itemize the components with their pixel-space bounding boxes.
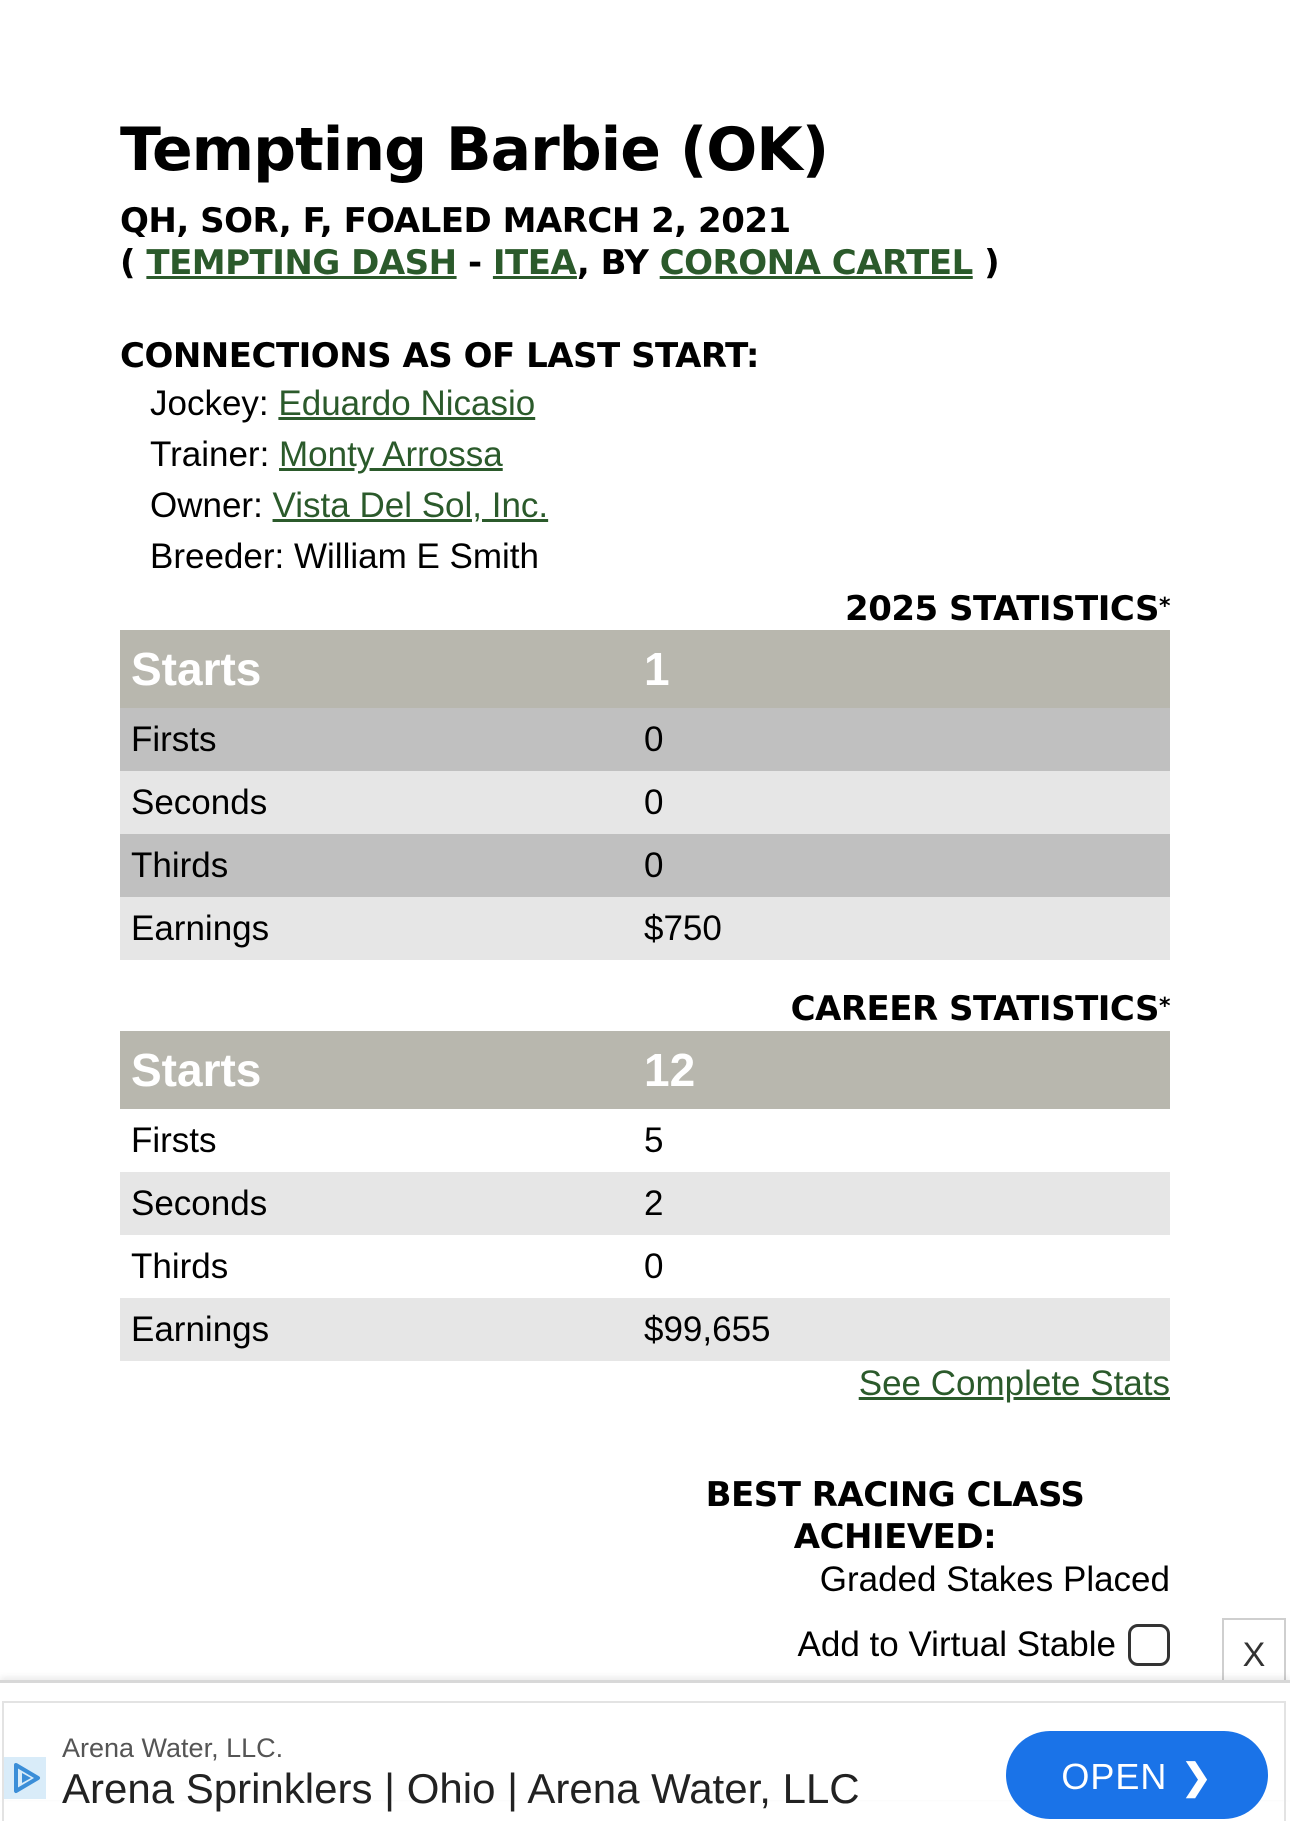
stat-value: 0 [633, 771, 1170, 834]
stats-career-asterisk: * [1158, 994, 1170, 1019]
stats-2025-asterisk: * [1158, 594, 1170, 619]
see-complete-stats-link[interactable]: See Complete Stats [858, 1364, 1170, 1403]
jockey-label: Jockey: [150, 384, 269, 423]
stat-value: 12 [633, 1031, 1170, 1109]
trainer-label: Trainer: [150, 435, 270, 474]
sire-link[interactable]: TEMPTING DASH [146, 243, 457, 283]
table-row [120, 1235, 1170, 1298]
pedigree-by: , BY [576, 243, 649, 283]
horse-name: Tempting Barbie (OK) [120, 115, 829, 185]
breeder-name: William E Smith [293, 537, 540, 576]
stat-label: Seconds [120, 1172, 633, 1235]
table-row [120, 1298, 1170, 1361]
best-class-heading: BEST RACING CLASS ACHIEVED: [705, 1475, 1085, 1557]
stat-value: 2 [633, 1172, 1170, 1235]
table-row [120, 630, 1170, 708]
pedigree-line [120, 242, 999, 284]
stat-label: Earnings [120, 1298, 633, 1361]
stat-value: 0 [633, 834, 1170, 897]
jockey-link[interactable]: Eduardo Nicasio [278, 384, 536, 423]
table-row [120, 1172, 1170, 1235]
stat-label: Starts [120, 630, 633, 708]
pedigree-open-paren: ( [120, 243, 136, 283]
stat-label: Earnings [120, 897, 633, 960]
owner-row [150, 480, 548, 531]
stat-label: Seconds [120, 771, 633, 834]
stats-2025-table [120, 630, 1170, 960]
virtual-stable-label: Add to Virtual Stable [797, 1625, 1116, 1664]
jockey-row [150, 378, 548, 429]
damsire-link[interactable]: CORONA CARTEL [659, 243, 973, 283]
table-row [120, 834, 1170, 897]
best-class-value: Graded Stakes Placed [819, 1560, 1170, 1599]
breeder-label: Breeder: [150, 537, 285, 576]
connections-heading: CONNECTIONS AS OF LAST START: [120, 336, 760, 376]
stats-career-table [120, 1031, 1170, 1361]
breeder-row [150, 531, 548, 582]
stat-label: Thirds [120, 1235, 633, 1298]
table-row [120, 1031, 1170, 1109]
ad-close-button[interactable]: X [1222, 1618, 1286, 1680]
ad-advertiser: Arena Water, LLC. [62, 1733, 284, 1763]
table-row [120, 1109, 1170, 1172]
stat-value: $750 [633, 897, 1170, 960]
connections-list [150, 378, 548, 582]
owner-link[interactable]: Vista Del Sol, Inc. [272, 486, 549, 525]
stats-2025-title: 2025 STATISTICS [845, 589, 1159, 629]
virtual-stable-checkbox[interactable] [1128, 1624, 1170, 1666]
chevron-right-icon: ❯ [1181, 1756, 1213, 1797]
ad-open-button[interactable] [1006, 1731, 1268, 1819]
table-row [120, 708, 1170, 771]
stat-label: Firsts [120, 708, 633, 771]
trainer-row [150, 429, 548, 480]
owner-label: Owner: [150, 486, 263, 525]
virtual-stable-row[interactable] [798, 1620, 1170, 1670]
stat-label: Thirds [120, 834, 633, 897]
ad-banner[interactable] [0, 1680, 1290, 1812]
stats-career-title: CAREER STATISTICS [790, 989, 1159, 1029]
ad-open-label: OPEN [1061, 1756, 1168, 1797]
adchoices-icon[interactable] [4, 1757, 46, 1799]
table-row [120, 897, 1170, 960]
pedigree-close-paren: ) [984, 243, 1000, 283]
stat-value: 0 [633, 708, 1170, 771]
stat-value: 0 [633, 1235, 1170, 1298]
table-row [120, 771, 1170, 834]
stat-label: Firsts [120, 1109, 633, 1172]
dam-link[interactable]: ITEA [492, 243, 577, 283]
trainer-link[interactable]: Monty Arrossa [279, 435, 503, 474]
horse-details: QH, SOR, F, FOALED MARCH 2, 2021 [120, 201, 791, 241]
stats-career-heading [120, 988, 1170, 1030]
ad-headline[interactable]: Arena Sprinklers | Ohio | Arena Water, LLC [62, 1765, 860, 1812]
stat-value: 5 [633, 1109, 1170, 1172]
stat-value: 1 [633, 630, 1170, 708]
stat-label: Starts [120, 1031, 633, 1109]
pedigree-separator: - [467, 243, 482, 283]
stats-2025-heading [120, 588, 1170, 630]
stat-value: $99,655 [633, 1298, 1170, 1361]
